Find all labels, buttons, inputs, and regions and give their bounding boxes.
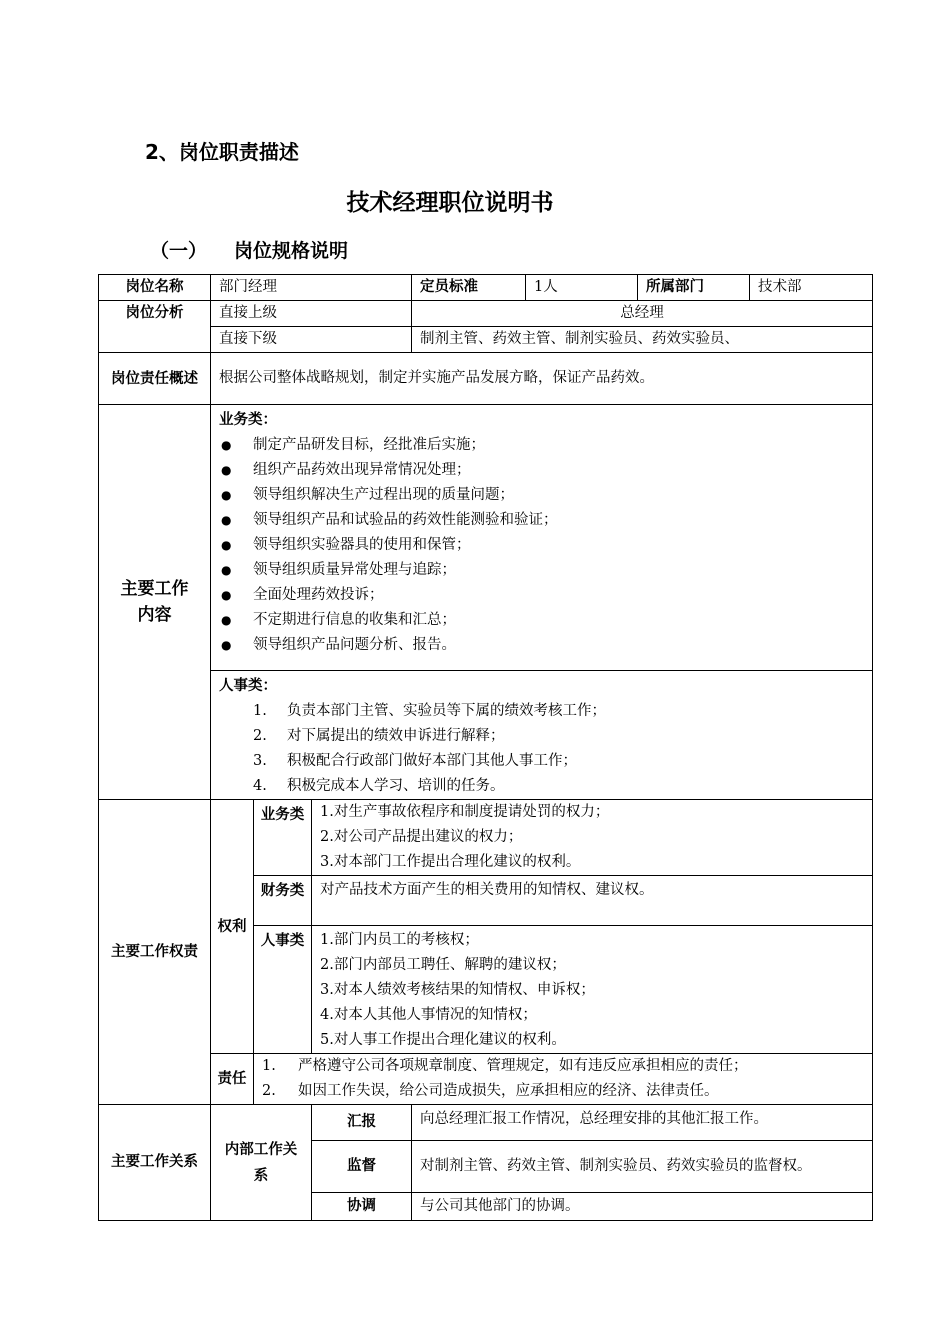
table-row <box>99 800 873 876</box>
list-item: 3.对本人绩效考核结果的知情权、申诉权； <box>320 982 595 998</box>
hr-list <box>219 699 864 799</box>
analysis-label: 岗位分析 <box>99 301 211 353</box>
staff-standard-label: 定员标准 <box>412 275 526 301</box>
work-content-label-line2: 内容 <box>137 605 172 625</box>
list-item: 2.对公司产品提出建议的权力； <box>320 829 523 845</box>
subordinate-value: 制剂主管、药效主管、制剂实验员、药效实验员、 <box>412 327 873 353</box>
work-content-label-line1: 主要工作 <box>120 579 189 599</box>
list-item: ● 领导组织解决生产过程出现的质量问题； <box>219 483 864 508</box>
rights-hr-label: 人事类 <box>254 926 312 1054</box>
list-item: 3.对本部门工作提出合理化建议的权利。 <box>320 854 581 870</box>
duty-cell <box>254 1054 873 1105</box>
superior-value: 总经理 <box>412 301 873 327</box>
summary-label: 岗位责任概述 <box>99 353 211 405</box>
list-item: ● 领导组织实验器具的使用和保管； <box>219 533 864 558</box>
list-item: 1. 严格遵守公司各项规章制度、管理规定，如有违反应承担相应的责任； <box>262 1058 748 1074</box>
list-item: ● 领导组织产品问题分析、报告。 <box>219 633 864 658</box>
position-name-value: 部门经理 <box>211 275 412 301</box>
department-value: 技术部 <box>750 275 873 301</box>
section-heading: 2、岗位职责描述 <box>145 140 299 164</box>
summary-value: 根据公司整体战略规划，制定并实施产品发展方略，保证产品药效。 <box>211 353 873 405</box>
list-item: 2. 如因工作失误，给公司造成损失，应承担相应的经济、法律责任。 <box>262 1083 719 1099</box>
table-row <box>99 405 873 671</box>
report-value: 向总经理汇报工作情况，总经理安排的其他汇报工作。 <box>412 1105 873 1141</box>
duty-label: 责任 <box>211 1054 254 1105</box>
report-label: 汇报 <box>312 1105 412 1141</box>
sub-heading <box>150 236 348 263</box>
relations-label: 主要工作关系 <box>99 1105 211 1221</box>
table-row <box>99 327 873 353</box>
list-item: 4. 积极完成本人学习、培训的任务。 <box>253 778 505 794</box>
list-item: 5.对人事工作提出合理化建议的权利。 <box>320 1032 566 1048</box>
list-item: 2. 对下属提出的绩效申诉进行解释； <box>253 728 505 744</box>
supervise-value: 对制剂主管、药效主管、制剂实验员、药效实验员的监督权。 <box>412 1141 873 1193</box>
table-row <box>99 1105 873 1141</box>
rights-hr-cell <box>312 926 873 1054</box>
department-label: 所属部门 <box>638 275 750 301</box>
business-title: 业务类： <box>219 412 277 428</box>
rights-duties-label: 主要工作权责 <box>99 800 211 1105</box>
rights-finance-value: 对产品技术方面产生的相关费用的知情权、建议权。 <box>312 876 873 926</box>
position-name-label: 岗位名称 <box>99 275 211 301</box>
hr-duties-cell <box>211 671 873 800</box>
superior-label: 直接上级 <box>211 301 412 327</box>
job-spec-table <box>98 274 873 1221</box>
internal-relations-label: 内部工作关系 <box>211 1105 312 1221</box>
table-row <box>99 275 873 301</box>
table-row <box>99 671 873 800</box>
list-item: 1.对生产事故依程序和制度提请处罚的权力； <box>320 804 610 820</box>
document-title: 技术经理职位说明书 <box>346 190 554 216</box>
subordinate-label: 直接下级 <box>211 327 412 353</box>
coordinate-label: 协调 <box>312 1193 412 1221</box>
hr-title: 人事类： <box>219 678 277 694</box>
business-duties-cell <box>211 405 873 671</box>
list-item: 2.部门内部员工聘任、解聘的建议权； <box>320 957 566 973</box>
list-item: ● 制定产品研发目标，经批准后实施； <box>219 433 864 458</box>
list-item: ● 领导组织质量异常处理与追踪； <box>219 558 864 583</box>
list-item: ● 全面处理药效投诉； <box>219 583 864 608</box>
business-list <box>219 433 864 658</box>
staff-standard-value: 1人 <box>526 275 638 301</box>
rights-finance-label: 财务类 <box>254 876 312 926</box>
list-item: 1. 负责本部门主管、实验员等下属的绩效考核工作； <box>253 703 606 719</box>
list-item: 4.对本人其他人事情况的知情权； <box>320 1007 537 1023</box>
list-item: ● 不定期进行信息的收集和汇总； <box>219 608 864 633</box>
list-item: ● 领导组织产品和试验品的药效性能测验和验证； <box>219 508 864 533</box>
rights-label: 权利 <box>211 800 254 1054</box>
list-item: ● 组织产品药效出现异常情况处理； <box>219 458 864 483</box>
table-row <box>99 301 873 327</box>
rights-business-label: 业务类 <box>254 800 312 876</box>
sub-heading-text: 岗位规格说明 <box>234 240 349 262</box>
work-content-label <box>99 405 211 800</box>
table-row <box>99 353 873 405</box>
supervise-label: 监督 <box>312 1141 412 1193</box>
coordinate-value: 与公司其他部门的协调。 <box>412 1193 873 1221</box>
table-row <box>99 1054 873 1105</box>
list-item: 3. 积极配合行政部门做好本部门其他人事工作； <box>253 753 577 769</box>
list-item: 1.部门内员工的考核权； <box>320 932 479 948</box>
rights-business-cell <box>312 800 873 876</box>
sub-heading-number: （一） <box>150 240 208 262</box>
